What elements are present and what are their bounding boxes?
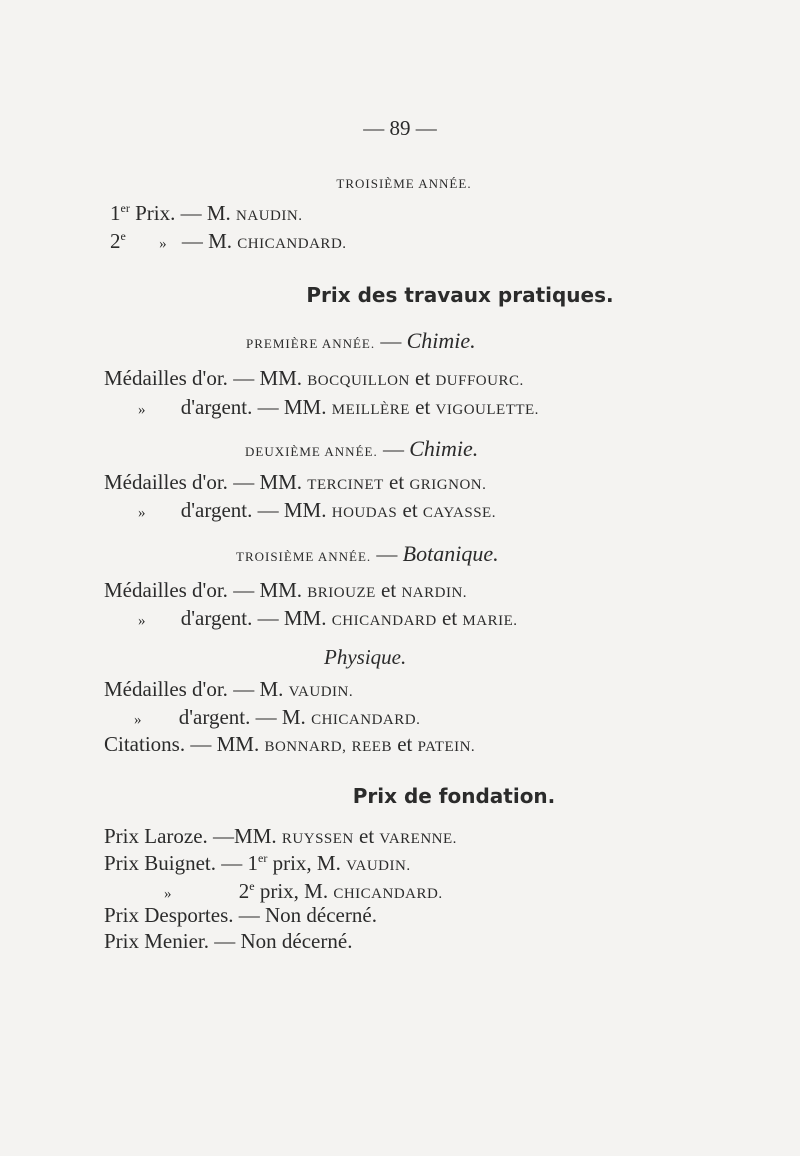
prize-row-first bbox=[110, 201, 302, 228]
recipient-name: REEB bbox=[351, 739, 392, 755]
section-title-prix-fondation: Prix de fondation. bbox=[352, 784, 556, 808]
prize-label: Prix Laroze. bbox=[104, 824, 208, 848]
subheading-premiere-annee bbox=[246, 329, 476, 356]
rank: 1 bbox=[247, 851, 259, 875]
subheading-troisieme-annee-botanique bbox=[236, 542, 499, 569]
dash: — bbox=[233, 470, 255, 494]
title: M. bbox=[281, 705, 306, 729]
section-title-travaux-pratiques: Prix des travaux pratiques. bbox=[306, 283, 614, 307]
title: MM. bbox=[283, 606, 327, 630]
prix-laroze-line bbox=[104, 824, 457, 851]
medal-label: d'argent. bbox=[180, 395, 253, 419]
recipient-name: GRIGNON. bbox=[409, 477, 487, 493]
ditto-mark: » bbox=[164, 886, 172, 902]
medal-gold-line-1 bbox=[104, 366, 524, 393]
title: MM. bbox=[259, 470, 303, 494]
conjunction: et bbox=[415, 395, 431, 419]
prize-label: Prix Desportes. bbox=[104, 903, 234, 927]
subject: Physique. bbox=[324, 645, 407, 669]
prize-label: Prix Menier. bbox=[104, 929, 209, 953]
prize-row-second bbox=[110, 229, 347, 256]
title: MM. bbox=[283, 498, 327, 522]
medal-gold-line-3 bbox=[104, 578, 467, 605]
dash: — bbox=[233, 677, 255, 701]
conjunction: et bbox=[389, 470, 405, 494]
medal-silver-line-1 bbox=[138, 395, 539, 422]
medal-silver-line-2 bbox=[138, 498, 496, 525]
dash: — bbox=[213, 824, 235, 848]
medal-silver-line-3 bbox=[138, 606, 518, 633]
dash: — bbox=[214, 929, 236, 953]
title: M. bbox=[208, 229, 233, 253]
recipient-name: CHICANDARD. bbox=[311, 712, 421, 728]
conjunction: et bbox=[397, 732, 413, 756]
recipient-name: NARDIN. bbox=[401, 585, 468, 601]
recipient-name: NAUDIN. bbox=[236, 208, 303, 224]
medal-label: Médailles d'or. bbox=[104, 578, 228, 602]
recipient-name: DUFFOURC. bbox=[435, 373, 524, 389]
citations-label: Citations. bbox=[104, 732, 186, 756]
prize-text: prix, M. bbox=[272, 851, 341, 875]
subheading-deuxieme-annee bbox=[245, 437, 478, 464]
rank-suffix: e bbox=[249, 879, 255, 893]
recipient-name: RUYSSEN bbox=[281, 831, 354, 847]
ditto-mark: » bbox=[159, 236, 167, 252]
year-label: TROISIÈME ANNÉE. bbox=[236, 549, 372, 564]
recipient-name: CHICANDARD. bbox=[333, 886, 443, 902]
dash: — bbox=[376, 542, 398, 566]
recipient-name: MARIE. bbox=[462, 613, 518, 629]
dash: — bbox=[257, 498, 279, 522]
medal-label: d'argent. bbox=[180, 498, 253, 522]
dash: — bbox=[233, 578, 255, 602]
ditto-mark: » bbox=[134, 712, 142, 728]
dash: — bbox=[180, 201, 202, 225]
recipient-name: HOUDAS bbox=[331, 505, 398, 521]
prize-label: Prix. bbox=[135, 201, 176, 225]
medal-label: d'argent. bbox=[180, 606, 253, 630]
dash: — bbox=[257, 395, 279, 419]
ditto-mark: » bbox=[138, 402, 146, 418]
prize-label: Prix Buignet. bbox=[104, 851, 217, 875]
prix-menier-line bbox=[104, 929, 352, 953]
rank: 1 bbox=[110, 201, 121, 225]
rank: 2 bbox=[110, 229, 121, 253]
dash: — bbox=[382, 437, 404, 461]
conjunction: et bbox=[442, 606, 458, 630]
dash: — bbox=[257, 606, 279, 630]
medal-gold-line-2 bbox=[104, 470, 486, 497]
dash: — bbox=[181, 229, 203, 253]
recipient-name: TERCINET bbox=[307, 477, 384, 493]
medal-silver-line-4 bbox=[134, 705, 420, 732]
conjunction: et bbox=[381, 578, 397, 602]
rank-suffix: er bbox=[120, 201, 130, 215]
prize-text: prix, M. bbox=[259, 879, 329, 903]
page-number: — 89 — bbox=[363, 116, 437, 140]
recipient-name: CHICANDARD. bbox=[237, 236, 347, 252]
ditto-mark: » bbox=[138, 505, 146, 521]
medal-gold-line-4 bbox=[104, 677, 353, 704]
dash: — bbox=[255, 705, 277, 729]
dash: — bbox=[380, 329, 402, 353]
medal-label: d'argent. bbox=[178, 705, 251, 729]
title: MM. bbox=[259, 578, 303, 602]
dash: — bbox=[233, 366, 255, 390]
citations-line bbox=[104, 732, 475, 759]
prix-buignet-line-2 bbox=[164, 879, 443, 906]
recipient-name: VIGOULETTE. bbox=[435, 402, 539, 418]
rank-suffix: e bbox=[120, 229, 126, 243]
dash: — bbox=[221, 851, 243, 875]
subject: Chimie. bbox=[409, 436, 479, 461]
medal-label: Médailles d'or. bbox=[104, 366, 228, 390]
recipient-name: CAYASSE. bbox=[422, 505, 496, 521]
medal-label: Médailles d'or. bbox=[104, 470, 228, 494]
dash: — bbox=[190, 732, 212, 756]
medal-label: Médailles d'or. bbox=[104, 677, 228, 701]
subheading-physique bbox=[324, 645, 406, 669]
heading-troisieme-annee: TROISIÈME ANNÉE. bbox=[336, 176, 472, 191]
recipient-name: VAUDIN. bbox=[346, 858, 411, 874]
ditto-mark: » bbox=[138, 613, 146, 629]
rank-suffix: er bbox=[258, 851, 268, 865]
conjunction: et bbox=[402, 498, 418, 522]
award-status: Non décerné. bbox=[265, 903, 377, 927]
recipient-name: BONNARD, bbox=[264, 739, 347, 755]
recipient-name: VARENNE. bbox=[379, 831, 457, 847]
title: MM. bbox=[234, 824, 277, 848]
year-label: DEUXIÈME ANNÉE. bbox=[245, 444, 378, 459]
prix-desportes-line bbox=[104, 903, 377, 927]
title: M. bbox=[259, 677, 284, 701]
recipient-name: PATEIN. bbox=[417, 739, 476, 755]
dash: — bbox=[238, 903, 260, 927]
recipient-name: CHICANDARD bbox=[331, 613, 437, 629]
title: MM. bbox=[283, 395, 327, 419]
award-status: Non décerné. bbox=[240, 929, 353, 953]
recipient-name: VAUDIN. bbox=[288, 684, 354, 700]
prix-buignet-line-1 bbox=[104, 851, 411, 878]
title: M. bbox=[206, 201, 231, 225]
subject: Botanique. bbox=[402, 541, 499, 566]
rank: 2 bbox=[238, 879, 250, 903]
title: MM. bbox=[216, 732, 260, 756]
conjunction: et bbox=[359, 824, 375, 848]
recipient-name: BOCQUILLON bbox=[307, 373, 410, 389]
recipient-name: BRIOUZE bbox=[307, 585, 376, 601]
subject: Chimie. bbox=[406, 328, 476, 353]
year-label: PREMIÈRE ANNÉE. bbox=[246, 336, 376, 351]
recipient-name: MEILLÈRE bbox=[331, 402, 410, 418]
title: MM. bbox=[259, 366, 303, 390]
conjunction: et bbox=[415, 366, 431, 390]
